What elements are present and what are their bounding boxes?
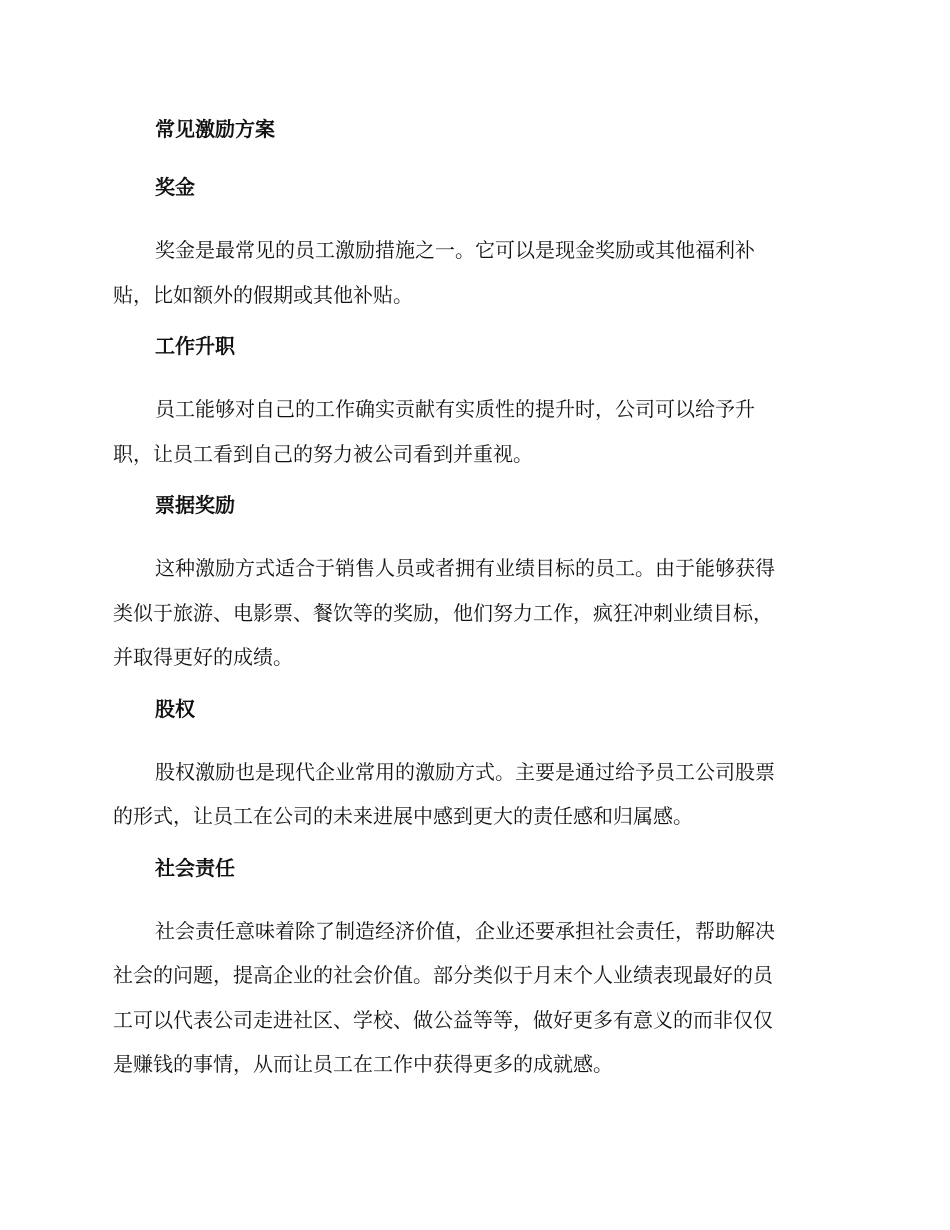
section-paragraph — [113, 546, 835, 680]
section-paragraph — [113, 750, 835, 839]
paragraph-line: 是赚钱的事情，从而让员工在工作中获得更多的成就感。 — [113, 1052, 613, 1076]
section-paragraph — [113, 387, 835, 476]
paragraph-line: 类似于旅游、电影票、餐饮等的奖励，他们努力工作，疯狂冲刺业绩目标， — [113, 600, 773, 625]
section-equity — [113, 692, 835, 839]
section-heading: 奖金 — [155, 175, 195, 199]
section-paragraph — [113, 909, 835, 1087]
paragraph-line: 社会的问题，提高企业的社会价值。部分类似于月末个人业绩表现最好的员 — [113, 963, 773, 987]
document-title: 常见激励方案 — [155, 117, 275, 141]
paragraph-line: 职，让员工看到自己的努力被公司看到并重视。 — [113, 441, 533, 466]
section-heading: 社会责任 — [155, 855, 235, 880]
section-promotion — [113, 329, 835, 476]
paragraph-line: 并取得更好的成绩。 — [113, 645, 293, 669]
paragraph-line: 工可以代表公司走进社区、学校、做公益等等，做好更多有意义的而非仅仅 — [113, 1007, 773, 1032]
section-social-responsibility — [113, 851, 835, 1087]
section-bonus — [113, 170, 835, 317]
paragraph-line: 员工能够对自己的工作确实贡献有实质性的提升时，公司可以给予升 — [155, 397, 755, 421]
section-heading: 票据奖励 — [155, 493, 235, 517]
section-voucher-reward — [113, 488, 835, 680]
section-heading: 股权 — [155, 696, 195, 721]
paragraph-line: 股权激励也是现代企业常用的激励方式。主要是通过给予员工公司股票 — [155, 759, 775, 784]
paragraph-line: 这种激励方式适合于销售人员或者拥有业绩目标的员工。由于能够获得 — [155, 556, 775, 580]
section-paragraph — [113, 228, 835, 317]
paragraph-line: 的形式，让员工在公司的未来进展中感到更大的责任感和归属感。 — [113, 804, 693, 828]
paragraph-line: 奖金是最常见的员工激励措施之一。它可以是现金奖励或其他福利补 — [155, 238, 755, 262]
section-heading: 工作升职 — [155, 334, 235, 358]
paragraph-line: 贴，比如额外的假期或其他补贴。 — [113, 282, 413, 307]
document-body — [113, 112, 835, 1099]
paragraph-line: 社会责任意味着除了制造经济价值，企业还要承担社会责任，帮助解决 — [155, 918, 775, 943]
